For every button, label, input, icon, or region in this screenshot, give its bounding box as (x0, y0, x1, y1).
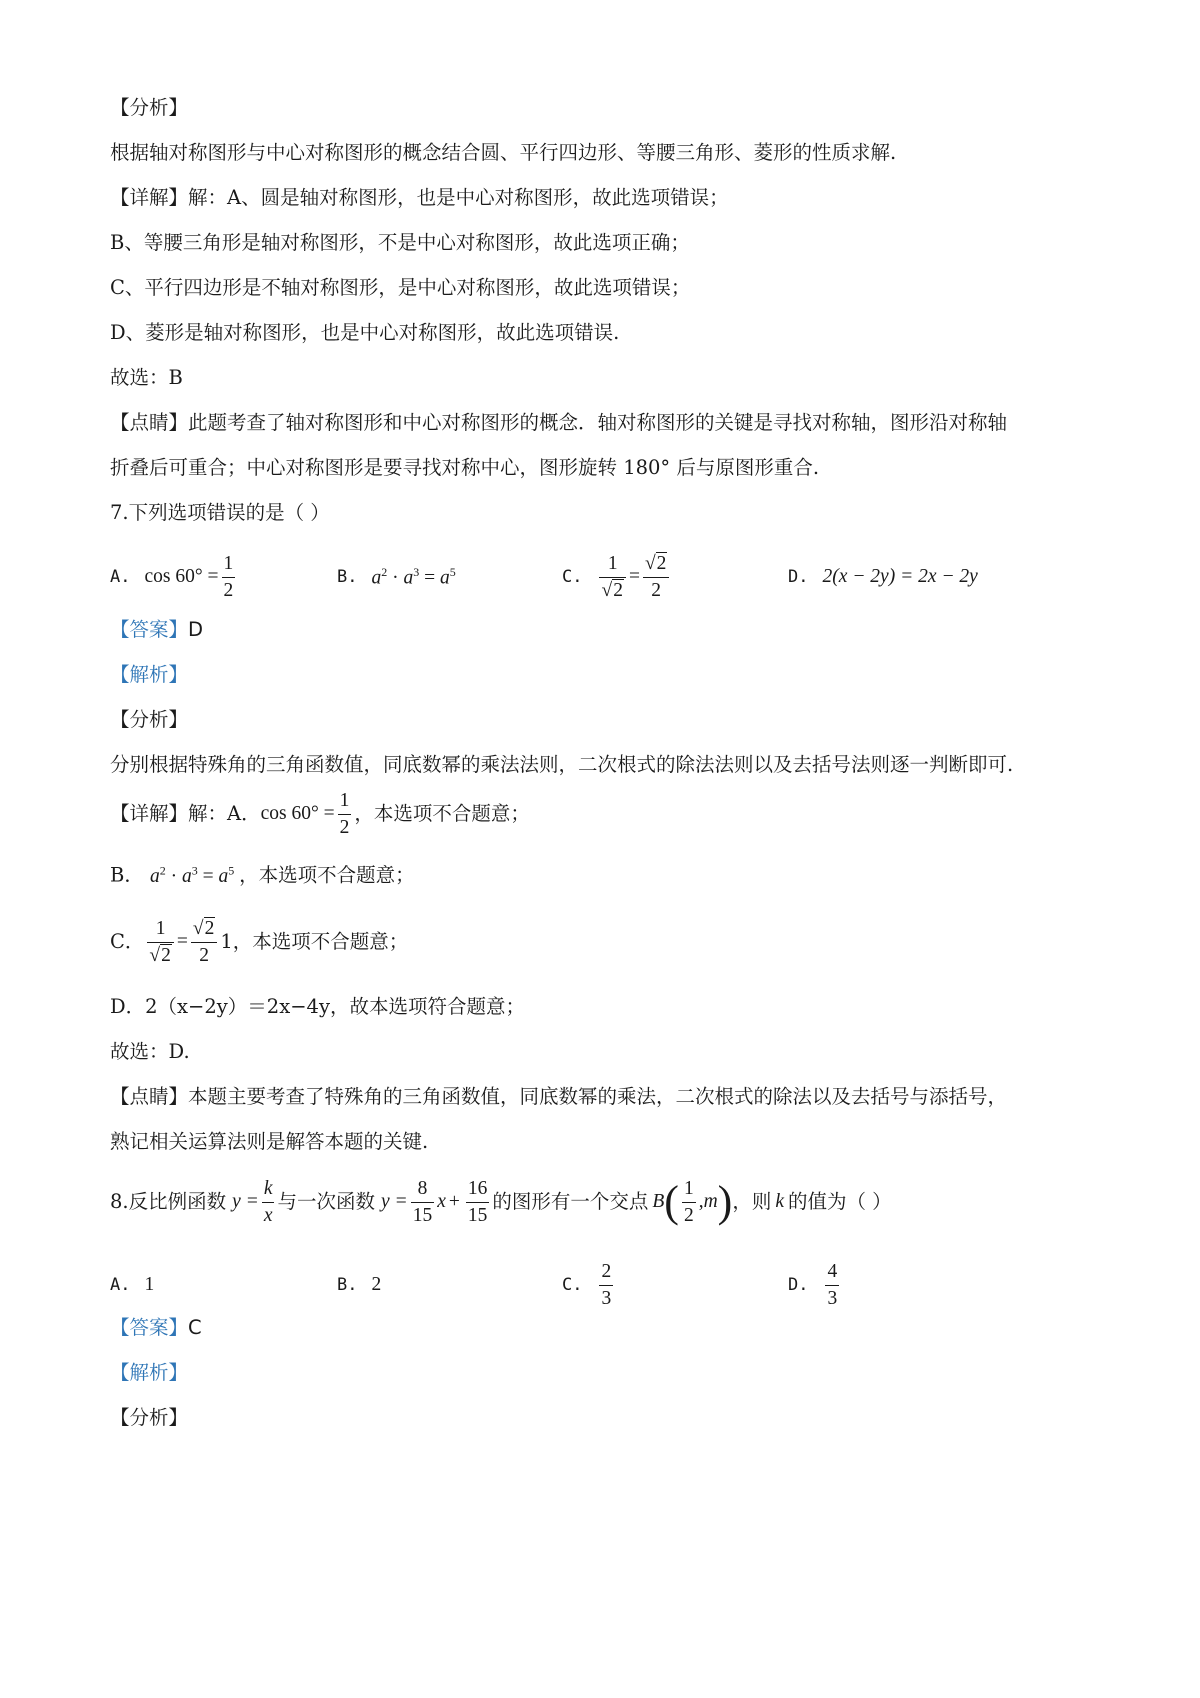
detail-line-d: D、菱形是轴对称图形，也是中心对称图形，故此选项错误. (110, 321, 620, 344)
denominator: 15 (467, 1204, 488, 1226)
math-expression: y = (232, 1191, 259, 1212)
answer-label: 【答案】 (110, 618, 189, 641)
variable: a (439, 567, 450, 589)
radicand: 2 (161, 944, 171, 966)
denominator (147, 943, 173, 969)
math-expression: y = (380, 1191, 408, 1212)
analysis-heading: 【分析】 (110, 1406, 189, 1429)
fraction (262, 1176, 275, 1229)
answer-value: D (188, 618, 204, 641)
fraction (599, 551, 625, 604)
option-label: A. (110, 1275, 131, 1295)
operator: + (448, 1191, 460, 1212)
variable: x (437, 1191, 446, 1212)
math-expression: cos 60° = (260, 803, 335, 824)
variable: a (371, 567, 382, 589)
line-suffix: 1，本选项不合题意； (220, 930, 409, 953)
answer-line (110, 616, 203, 644)
numerator: 1 (338, 788, 352, 815)
line-label: B． (110, 863, 144, 887)
variable: a (218, 865, 229, 887)
choice-line: 故选：D. (110, 1040, 190, 1063)
fraction (411, 1176, 435, 1229)
sqrt-symbol: √2 (192, 917, 215, 939)
comment-line-1: 【点睛】本题主要考查了特殊角的三角函数值，同底数幂的乘法，二次根式的除法以及去括号与添括号， (110, 1085, 1008, 1108)
numerator: 4 (825, 1259, 839, 1286)
fraction (599, 1259, 613, 1312)
q8-option-c (562, 1250, 616, 1320)
radicand: 2 (613, 579, 623, 601)
comment-line-2: 折叠后可重合；中心对称图形是要寻找对称中心，图形旋转 180° 后与原图形重合. (110, 456, 820, 479)
solution-label: 【解析】 (110, 663, 189, 686)
analysis-heading: 【分析】 (110, 96, 189, 119)
option-label: A. (110, 567, 131, 587)
exponent: 2 (159, 863, 166, 877)
denominator: 3 (601, 1287, 612, 1309)
answer-value: C (188, 1316, 202, 1339)
denominator: 15 (412, 1204, 433, 1226)
fraction (222, 551, 236, 604)
comma: , (698, 1191, 704, 1212)
numerator: 8 (411, 1176, 435, 1203)
q8-option-b (337, 1250, 381, 1320)
stem-text: 与一次函数 (277, 1190, 375, 1213)
detail-line-a (110, 784, 530, 844)
operator: · (165, 865, 183, 887)
option-label: B. (337, 567, 358, 587)
option-label: B. (337, 1275, 358, 1295)
exponent: 2 (381, 564, 388, 579)
sqrt-symbol: √2 (601, 579, 623, 601)
stem-text: 8.反比例函数 (110, 1190, 227, 1213)
exponent: 5 (228, 863, 235, 877)
line-suffix: ，本选项不合题意； (239, 863, 415, 887)
numerator: 1 (599, 551, 625, 578)
sqrt-symbol: √2 (149, 944, 171, 966)
denominator: 2 (339, 816, 350, 838)
line-label: C． (110, 930, 145, 953)
stem-text: 的值为（ ） (787, 1190, 892, 1213)
math-expression: cos 60° = (144, 566, 219, 587)
numerator: k (262, 1176, 275, 1203)
math-expression (371, 565, 455, 590)
math-expression (150, 863, 239, 887)
operator: = (176, 931, 188, 952)
option-label: D. (788, 567, 809, 587)
analysis-text: 分别根据特殊角的三角函数值，同底数幂的乘法法则，二次根式的除法法则以及去括号法则逐一判断即可. (110, 753, 1014, 776)
numerator (191, 916, 217, 943)
option-value: 1 (144, 1274, 155, 1295)
question-8-stem (110, 1166, 892, 1238)
sqrt-symbol: √2 (644, 552, 667, 574)
fraction (338, 788, 352, 841)
q8-option-a (110, 1250, 154, 1320)
math-expression: 2(x − 2y) = 2x − 2y (822, 566, 978, 587)
denominator: 2 (683, 1204, 694, 1226)
fraction (682, 1176, 696, 1229)
variable: a (403, 567, 414, 589)
option-value: 2 (371, 1274, 382, 1295)
denominator: 2 (223, 579, 234, 601)
stem-text: ，则 (732, 1190, 772, 1213)
radicand: 2 (204, 917, 215, 939)
detail-line-b: B、等腰三角形是轴对称图形，不是中心对称图形，故此选项正确； (110, 231, 690, 254)
q8-option-d (788, 1250, 842, 1320)
detail-prefix: 【详解】解：A． (110, 802, 261, 825)
denominator: 3 (827, 1287, 838, 1309)
comment-line-1: 【点睛】此题考查了轴对称图形和中心对称图形的概念．轴对称图形的关键是寻找对称轴，图形沿对称轴 (110, 411, 1008, 434)
fraction (825, 1259, 839, 1312)
numerator: 1 (147, 916, 173, 943)
numerator (643, 551, 669, 578)
question-7-stem: 7.下列选项错误的是（ ） (110, 501, 330, 524)
operator: = (419, 567, 440, 589)
operator: · (387, 567, 404, 589)
variable: m (703, 1191, 718, 1212)
detail-line-d: D．2（x−2y）＝2x−4y，故本选项符合题意； (110, 995, 525, 1018)
answer-line (110, 1314, 202, 1342)
option-label: D. (788, 1275, 809, 1295)
exponent: 5 (449, 564, 456, 579)
comment-line-2: 熟记相关运算法则是解答本题的关键. (110, 1130, 429, 1153)
detail-suffix: ，本选项不合题意； (354, 802, 530, 825)
fraction (191, 916, 217, 969)
q7-option-d (788, 542, 978, 612)
paren-open: ( (664, 1177, 679, 1226)
fraction (643, 551, 669, 604)
detail-line-a: 【详解】解：A、圆是轴对称图形，也是中心对称图形，故此选项错误； (110, 186, 729, 209)
answer-label: 【答案】 (110, 1316, 189, 1339)
variable: a (182, 865, 192, 887)
fraction (147, 916, 173, 969)
operator: = (197, 865, 219, 887)
option-label: C. (562, 567, 583, 587)
q7-option-a (110, 542, 238, 612)
variable: k (775, 1191, 784, 1212)
variable: a (150, 865, 160, 887)
operator: = (628, 566, 640, 587)
choice-line: 故选：B (110, 366, 183, 389)
q7-option-c (562, 534, 672, 620)
denominator: 2 (199, 944, 209, 966)
analysis-heading: 【分析】 (110, 708, 189, 731)
fraction (466, 1176, 490, 1229)
detail-line-c: C、平行四边形是不轴对称图形，是中心对称图形，故此选项错误； (110, 276, 691, 299)
detail-line-b (110, 856, 415, 891)
numerator: 1 (682, 1176, 696, 1203)
point-label: B (652, 1191, 665, 1212)
solution-label: 【解析】 (110, 1361, 189, 1384)
exponent: 3 (413, 564, 420, 579)
paren-close: ) (717, 1177, 733, 1226)
analysis-text: 根据轴对称图形与中心对称图形的概念结合圆、平行四边形、等腰三角形、菱形的性质求解. (110, 141, 897, 164)
radicand: 2 (656, 552, 667, 574)
denominator (599, 578, 625, 604)
stem-text: 的图形有一个交点 (492, 1190, 649, 1213)
numerator: 1 (222, 551, 236, 578)
exponent: 3 (191, 863, 198, 877)
detail-line-c (110, 910, 408, 974)
numerator: 16 (466, 1176, 490, 1203)
denominator: 2 (651, 579, 662, 601)
q7-option-b (337, 542, 456, 612)
option-label: C. (562, 1275, 583, 1295)
numerator: 2 (599, 1259, 613, 1286)
denominator: x (263, 1204, 273, 1226)
